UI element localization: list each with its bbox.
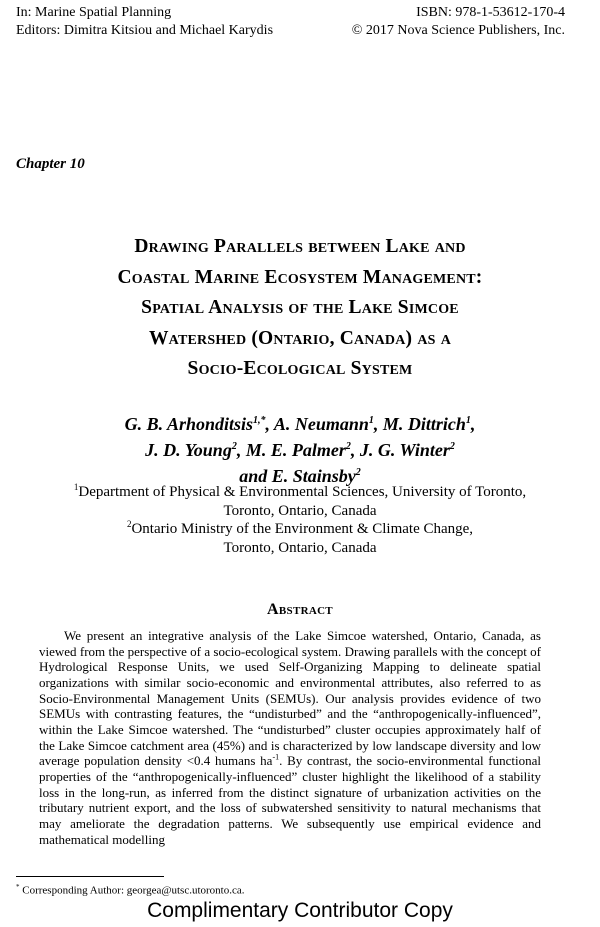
author-line [0,437,600,463]
author-affil-marker: 1 [465,415,471,426]
author-name: , M. Dittrich [373,414,466,434]
author-list [0,411,600,489]
author-affil-marker: 2 [355,467,361,478]
unit-exponent: -1 [272,752,280,762]
author-affil-marker: 2 [345,441,351,452]
editors-line: Editors: Dimitra Kitsiou and Michael Karydis [16,23,274,38]
footnote-text: Corresponding Author: georgea@utsc.utoronto.ca. [19,884,245,897]
author-name: and E. Stainsby [239,466,356,486]
abstract-text: We present an integrative analysis of the Lake Simcoe watershed, Ontario, Canada, as viewed from the perspective of a socio-ecological system. Drawing parallels with the concept of Hydrological Response Units, we used Self-Organizing Mapping to delineate spatial organizations with similar socio-economic and environmental attributes, also referred to as Socio-Environmental Management Units (SEMUs). Our analysis provides evidence of two SEMUs with contrasting features, the “undisturbed” and the “anthropogenically-influenced”, within the Lake Simcoe watershed. The “undisturbed” cluster occupies approximately half of the Lake Simcoe catchment area (45%) and is characterized by low landscape diversity and low average population density <0.4 humans ha [39,628,541,769]
affiliation-line [0,520,600,539]
abstract-body [39,628,541,847]
author-name: G. B. Arhonditsis [124,414,253,434]
title-line: Watershed (Ontario, Canada) as a [148,327,452,349]
author-affil-marker: 1,* [253,415,266,426]
affiliation-line: Toronto, Ontario, Canada [223,502,377,519]
author-affil-marker: 2 [231,441,237,452]
affiliation-text: Ontario Ministry of the Environment & Climate Change, [131,521,474,537]
author-name: , M. E. Palmer [236,440,346,460]
affiliation-line: Toronto, Ontario, Canada [223,539,377,556]
author-line [0,411,600,437]
affiliation-marker: 1 [73,482,79,492]
footnote [16,881,245,898]
book-title-line: In: Marine Spatial Planning [16,5,172,20]
author-name: J. D. Young [145,440,232,460]
affiliation-marker: 2 [126,519,132,529]
running-header-right [352,4,565,40]
footnote-marker: * [16,883,20,891]
affiliations [0,483,600,557]
title-line: Drawing Parallels between Lake and [134,236,466,257]
chapter-title [0,232,600,385]
title-line: Socio-Ecological System [187,358,413,379]
abstract-text: . By contrast, the socio-environmental functional properties of the “anthropogenically-influenced” cluster highlight the likelihood of a stability loss in the long-run, as inferred from the distinct signature of urbanization activities on the tributary nutrient export, and the loss of subwatershed sensitivity to natural mechanisms that may ameliorate the degradation patterns. We subsequently use empirical evidence and mathematical modelling [39,753,541,847]
author-affil-marker: 2 [449,441,455,452]
contributor-copy-stamp: Complimentary Contributor Copy [147,899,453,922]
running-header-left [16,4,273,40]
copyright-line: © 2017 Nova Science Publishers, Inc. [351,23,565,38]
abstract-heading: Abstract [267,601,333,618]
author-affil-marker: 1 [368,415,374,426]
isbn-line: ISBN: 978-1-53612-170-4 [416,5,565,20]
title-line: Spatial Analysis of the Lake Simcoe [141,297,459,318]
affiliation-text: Department of Physical & Environmental Sciences, University of Toronto, [78,484,527,500]
footnote-rule [16,876,164,877]
author-name: , J. G. Winter [350,440,450,460]
title-line: Coastal Marine Ecosystem Management: [117,266,483,288]
author-name: , A. Neumann [265,414,369,434]
author-separator: , [470,414,476,434]
chapter-label: Chapter 10 [16,156,85,172]
affiliation-line [0,483,600,502]
